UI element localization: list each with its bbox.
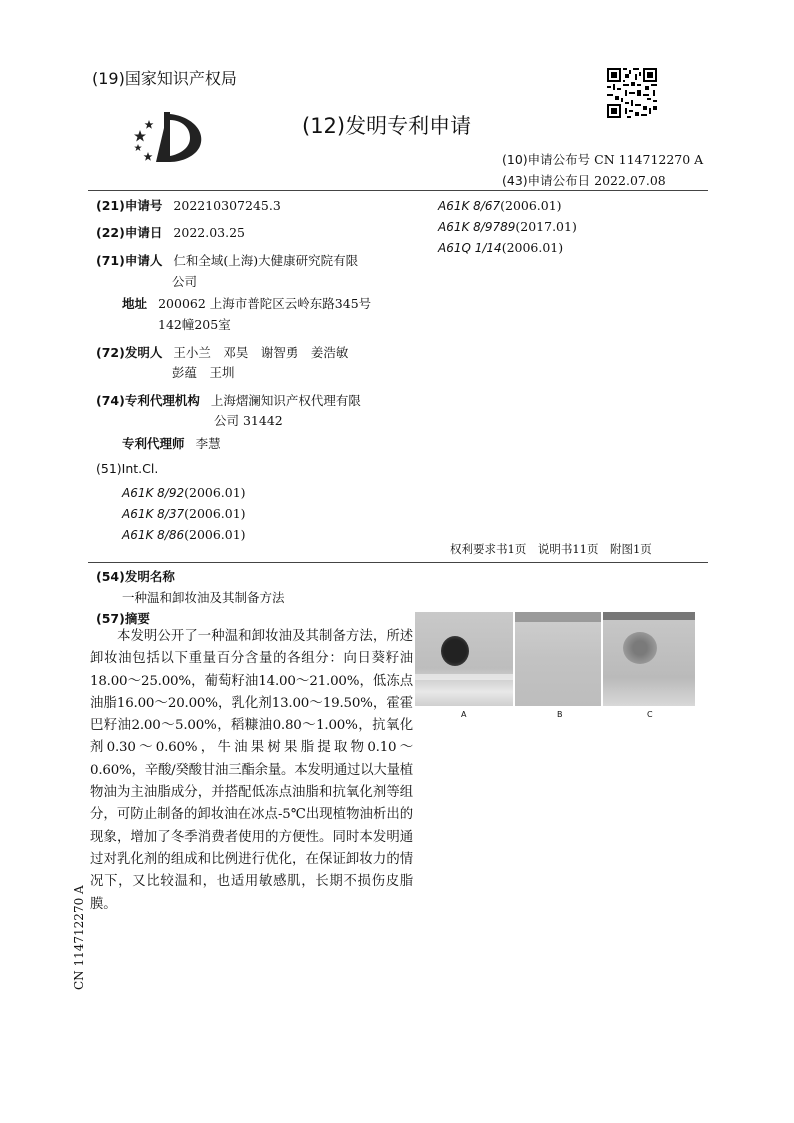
intcl-code: A61K 8/67 bbox=[438, 199, 501, 213]
abstract-text: 本发明公开了一种温和卸妆油及其制备方法，所述卸妆油包括以下重量百分含量的各组分：向日葵籽油18.00～25.00%，葡萄籽油14.00～21.00%，低冻点油脂16.00～20.00%，乳化剂13.00～19.50%，霍霍巴籽油2.00～5.00%，稻糠油0.80～1.00%，抗氧化剂0.30～0.60%，牛油果树果脂提取物0.10～0.60%，辛酸/癸酸甘油三酯余量。本发明通过以大量植物油为主油脂成分，并搭配低冻点油脂和抗氧化剂等组分，可防止制备的卸妆油在冰点-5℃出现植物油析出的现象，增加了冬季消费者使用的方便性。同时本发明通过对乳化剂的组成和比例进行优化，在保证卸妆力的情况下，又比较温和，也适用敏感肌，长期不损伤皮脂膜。 bbox=[90, 629, 413, 912]
pub-date: 2022.07.08 bbox=[594, 173, 666, 188]
agency: 上海熠澜知识产权代理有限 bbox=[210, 393, 361, 408]
agent: 李慧 bbox=[195, 436, 221, 451]
title-label: (54)发明名称 bbox=[96, 569, 175, 584]
figure-caption-b: B bbox=[557, 710, 563, 719]
header-divider bbox=[88, 190, 708, 191]
office-name: (19)国家知识产权局 bbox=[92, 69, 237, 88]
page-counts: 权利要求书1页 说明书11页 附图1页 bbox=[450, 542, 652, 556]
applicant-cont: 公司 bbox=[172, 274, 198, 289]
section-divider bbox=[88, 562, 708, 563]
agency-label: (74)专利代理机构 bbox=[96, 393, 200, 408]
figure-caption-c: C bbox=[647, 710, 653, 719]
applicant-label: (71)申请人 bbox=[96, 253, 163, 268]
inventor-label: (72)发明人 bbox=[96, 345, 163, 360]
intcl-code: A61K 8/9789 bbox=[438, 220, 516, 234]
inventors-cont: 彭蕴 王圳 bbox=[172, 365, 235, 380]
intcl-label: (51)Int.Cl. bbox=[96, 461, 159, 476]
intcl-version: (2006.01) bbox=[500, 198, 562, 213]
intcl-version: (2006.01) bbox=[184, 506, 246, 521]
address-cont: 142幢205室 bbox=[158, 317, 231, 332]
address-label: 地址 bbox=[122, 296, 148, 311]
patent-office-logo-icon bbox=[130, 108, 206, 166]
pub-no: CN 114712270 A bbox=[594, 152, 704, 167]
invention-title: 一种温和卸妆油及其制备方法 bbox=[122, 590, 285, 605]
document-type: (12)发明专利申请 bbox=[302, 114, 472, 138]
agent-label: 专利代理师 bbox=[122, 436, 185, 451]
agency-cont: 公司 31442 bbox=[214, 413, 283, 428]
qr-code-icon bbox=[607, 68, 657, 118]
app-no: 202210307245.3 bbox=[173, 198, 281, 213]
figure-photo-b bbox=[515, 612, 601, 706]
figure-photo-a bbox=[415, 612, 513, 706]
intcl-version: (2006.01) bbox=[184, 485, 246, 500]
figure-photo-c bbox=[603, 612, 695, 706]
address: 200062 上海市普陀区云岭东路345号 bbox=[158, 296, 372, 311]
inventors: 王小兰 邓昊 谢智勇 姜浩敏 bbox=[173, 345, 349, 360]
side-publication-number: CN 114712270 A bbox=[72, 885, 86, 990]
intcl-code: A61K 8/92 bbox=[122, 486, 185, 500]
app-date: 2022.03.25 bbox=[173, 225, 245, 240]
intcl-version: (2006.01) bbox=[184, 527, 246, 542]
intcl-version: (2017.01) bbox=[515, 219, 577, 234]
intcl-code: A61K 8/37 bbox=[122, 507, 185, 521]
intcl-code: A61Q 1/14 bbox=[438, 241, 502, 255]
intcl-version: (2006.01) bbox=[501, 240, 564, 255]
abstract-label: (57)摘要 bbox=[96, 611, 150, 626]
app-date-label: (22)申请日 bbox=[96, 225, 163, 240]
pub-date-label: (43)申请公布日 bbox=[502, 173, 591, 188]
pub-no-label: (10)申请公布号 bbox=[502, 152, 591, 167]
figure-caption-a: A bbox=[461, 710, 467, 719]
intcl-code: A61K 8/86 bbox=[122, 528, 185, 542]
app-no-label: (21)申请号 bbox=[96, 198, 163, 213]
applicant: 仁和全域(上海)大健康研究院有限 bbox=[173, 253, 359, 268]
